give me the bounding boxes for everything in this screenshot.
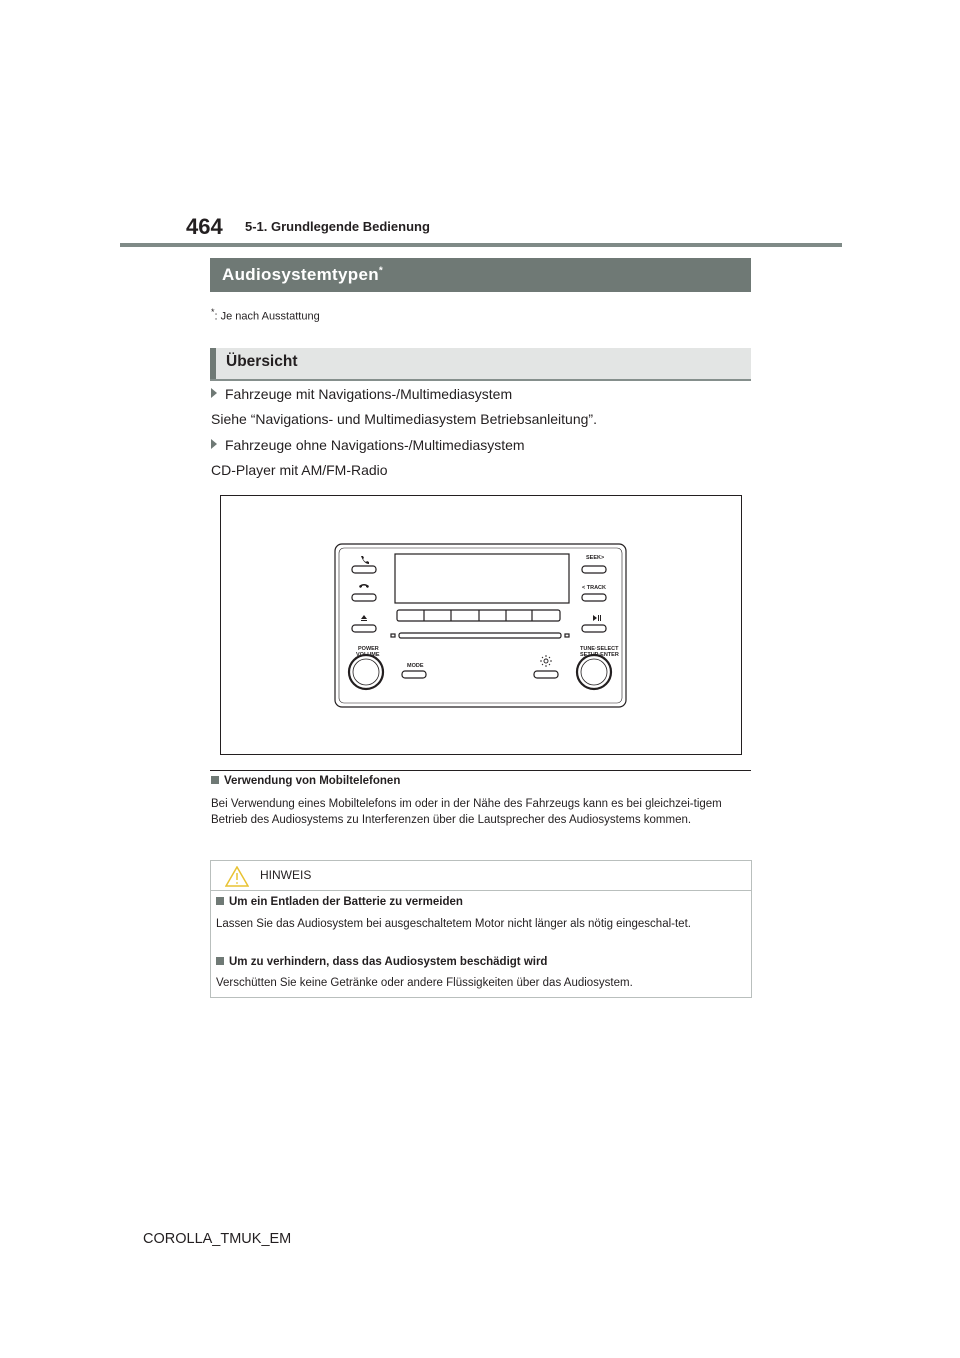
hinweis-label: HINWEIS xyxy=(260,868,312,882)
phone-icon xyxy=(361,556,369,564)
hinweis-header xyxy=(211,861,751,891)
subsection-accent xyxy=(210,348,216,379)
light-button xyxy=(534,671,558,678)
footnote xyxy=(211,307,320,323)
volume-label: VOLUME xyxy=(356,652,380,658)
hinweis-text-damage: Verschütten Sie keine Getränke oder andere Flüssigkeiten über das Audiosystem. xyxy=(216,977,633,989)
subsection-bar xyxy=(210,348,751,381)
model-code-footer: COROLLA_TMUK_EM xyxy=(143,1231,292,1247)
hinweis-heading-battery xyxy=(216,896,463,908)
section-title xyxy=(222,265,383,285)
subsection-title: Übersicht xyxy=(226,353,298,370)
note-divider xyxy=(210,770,751,771)
radio-illustration xyxy=(221,496,741,754)
section-reference: 5-1. Grundlegende Bedienung xyxy=(245,219,430,234)
triangle-bullet-icon xyxy=(211,388,217,398)
title-footnote-mark: * xyxy=(378,265,384,277)
footnote-mark: * xyxy=(211,307,215,317)
footnote-text: : Je nach Ausstattung xyxy=(214,310,320,323)
mode-label: MODE xyxy=(407,663,424,669)
setup-enter-label: SETUP·ENTER xyxy=(580,652,619,658)
hinweis-heading-text: Um zu verhindern, dass das Audiosystem beschädigt wird xyxy=(229,956,548,968)
body-text-navigation-reference: Siehe “Navigations- und Multimediasystem Betriebsanleitung”. xyxy=(211,411,597,427)
tune-select-knob xyxy=(577,655,611,689)
note-heading-text: Verwendung von Mobiltelefonen xyxy=(224,775,401,787)
bullet-without-navigation xyxy=(211,437,525,453)
square-bullet-icon xyxy=(216,957,224,965)
track-label: < TRACK xyxy=(582,585,606,591)
radio-illustration-frame xyxy=(220,495,742,755)
hangup-button xyxy=(352,594,376,601)
triangle-bullet-icon xyxy=(211,439,217,449)
play-pause-icon xyxy=(593,615,601,621)
eject-button xyxy=(352,625,376,632)
radio-display xyxy=(395,554,569,603)
phone-button xyxy=(352,566,376,573)
note-heading xyxy=(211,775,400,787)
seek-button xyxy=(582,566,606,573)
hinweis-box xyxy=(210,860,752,998)
body-text-cd-player: CD-Player mit AM/FM-Radio xyxy=(211,462,388,478)
hinweis-text-battery: Lassen Sie das Audiosystem bei ausgeschaltetem Motor nicht länger als nötig eingeschal-tet. xyxy=(216,918,691,930)
bullet-text: Fahrzeuge mit Navigations-/Multimediasystem xyxy=(225,386,513,402)
note-text: Bei Verwendung eines Mobiltelefons im oder in der Nähe des Fahrzeugs kann es bei gleichzei-tigem Betrieb des Audiosystems zu Interferenzen über die Lautsprecher des Audiosystems kommen. xyxy=(211,798,722,826)
section-title-text: Audiosystemtypen xyxy=(222,265,379,284)
track-button xyxy=(582,594,606,601)
square-bullet-icon xyxy=(216,897,224,905)
bullet-with-navigation xyxy=(211,386,512,402)
warning-icon xyxy=(225,866,249,887)
light-icon xyxy=(540,655,552,667)
play-pause-button xyxy=(582,625,606,632)
hangup-icon xyxy=(359,584,369,588)
square-bullet-icon xyxy=(211,776,219,784)
section-title-bar xyxy=(210,258,751,292)
hinweis-heading-text: Um ein Entladen der Batterie zu vermeiden xyxy=(229,896,463,908)
hinweis-heading-damage xyxy=(216,956,547,968)
tune-select-label: TUNE·SELECT xyxy=(580,646,619,652)
cd-slot xyxy=(399,633,561,638)
bullet-text: Fahrzeuge ohne Navigations-/Multimediasystem xyxy=(225,437,525,453)
header-divider xyxy=(120,243,842,247)
mode-button xyxy=(402,671,426,678)
page-number: 464 xyxy=(186,214,223,239)
power-label: POWER xyxy=(358,646,379,652)
eject-icon xyxy=(361,615,367,621)
seek-label: SEEK> xyxy=(586,555,605,561)
power-volume-knob xyxy=(349,655,383,689)
